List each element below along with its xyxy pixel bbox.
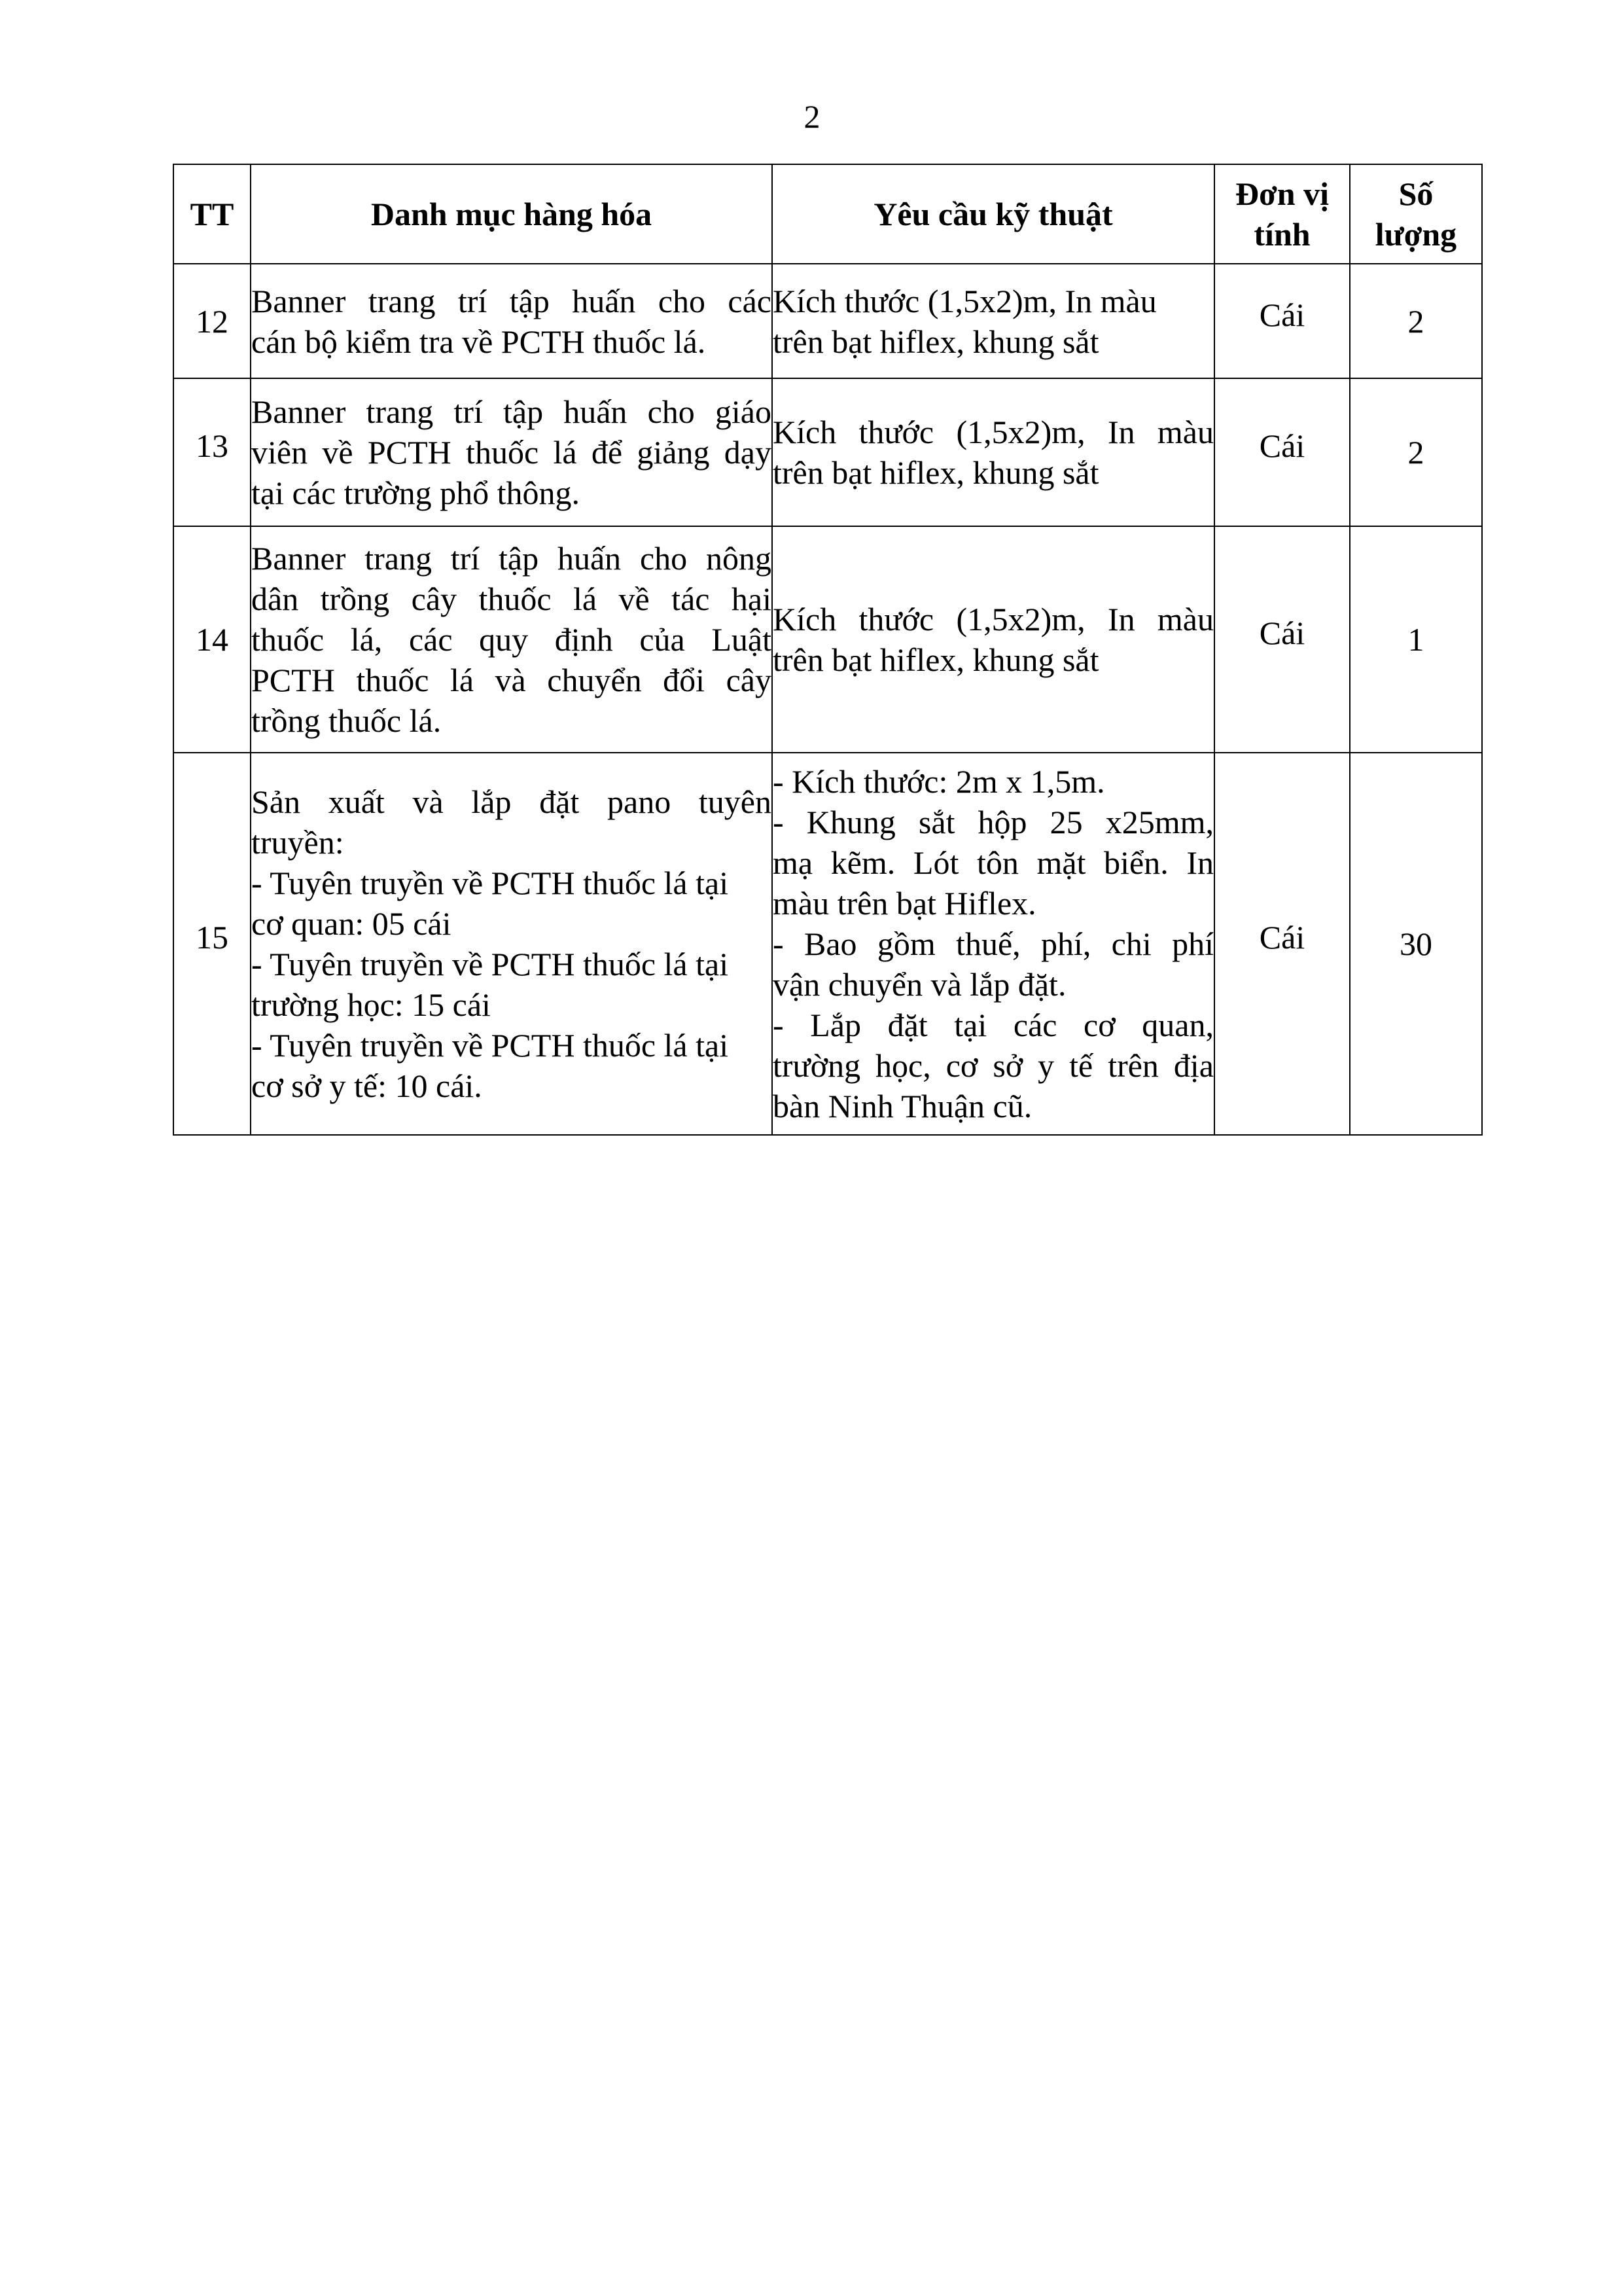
row-name-line: - Tuyên truyền về PCTH thuốc lá tại: [251, 946, 729, 982]
row-name-line: Banner trang trí tập huấn cho các: [251, 282, 771, 319]
row-spec-line: màu trên bạt Hiflex.: [773, 885, 1036, 922]
row-name-line: trồng thuốc lá.: [251, 702, 442, 739]
page-number: 2: [803, 98, 821, 135]
header-spec: Yêu cầu kỹ thuật: [772, 164, 1214, 264]
row-name-line: truyền:: [251, 824, 344, 861]
header-unit-line1: Đơn vị: [1235, 175, 1329, 212]
row-unit-text: Cái: [1259, 615, 1305, 651]
row-tt-text: 15: [196, 919, 228, 956]
row-name-line: thuốc lá, các quy định của Luật: [251, 621, 771, 658]
row-unit-text: Cái: [1259, 427, 1305, 464]
row-unit: [1214, 753, 1350, 1135]
row-qty: 2: [1350, 264, 1482, 378]
row-tt: [173, 378, 251, 526]
row-name-line: Banner trang trí tập huấn cho giáo: [251, 393, 771, 430]
table-row: [173, 378, 1482, 526]
row-tt: 14: [173, 526, 251, 753]
row-spec-line: Kích thước (1,5x2)m, In màu: [773, 601, 1214, 637]
row-spec-line: - Bao gồm thuế, phí, chi phí: [773, 925, 1214, 962]
header-unit: [1214, 164, 1350, 264]
row-name: [251, 378, 772, 526]
row-spec-line: bàn Ninh Thuận cũ.: [773, 1088, 1033, 1124]
row-spec-line: trên bạt hiflex, khung sắt: [773, 323, 1099, 360]
row-name-line: - Tuyên truyền về PCTH thuốc lá tại: [251, 865, 729, 901]
row-name-line: Sản xuất và lắp đặt pano tuyên: [251, 783, 771, 820]
row-spec-line: Kích thước (1,5x2)m, In màu: [773, 414, 1214, 450]
row-unit: [1214, 378, 1350, 526]
row-spec-line: mạ kẽm. Lót tôn mặt biển. In: [773, 844, 1214, 881]
row-name: [251, 264, 772, 378]
table-row: [173, 526, 1482, 753]
row-unit-text: Cái: [1259, 296, 1305, 333]
row-unit: [1214, 526, 1350, 753]
row-name-line: tại các trường phổ thông.: [251, 475, 580, 511]
row-spec-line: - Kích thước: 2m x 1,5m.: [773, 763, 1105, 800]
row-name-line: cơ sở y tế: 10 cái.: [251, 1067, 482, 1104]
goods-table: [173, 164, 1483, 1136]
row-name-line: cán bộ kiểm tra về PCTH thuốc lá.: [251, 323, 706, 360]
row-spec-line: trên bạt hiflex, khung sắt: [773, 641, 1099, 678]
row-name: [251, 753, 772, 1135]
header-name: Danh mục hàng hóa: [251, 164, 772, 264]
row-name-line: viên về PCTH thuốc lá để giảng dạy: [251, 434, 771, 471]
row-spec-line: Kích thước (1,5x2)m, In màu: [773, 282, 1157, 319]
row-spec-line: trên bạt hiflex, khung sắt: [773, 454, 1099, 491]
header-unit-line2: tính: [1254, 216, 1311, 253]
header-qty-line1: Số: [1398, 175, 1434, 212]
row-qty: 30: [1350, 753, 1482, 1135]
row-unit: [1214, 264, 1350, 378]
row-name: [251, 526, 772, 753]
row-spec: [772, 264, 1214, 378]
row-name-line: cơ quan: 05 cái: [251, 905, 451, 942]
row-spec-line: vận chuyển và lắp đặt.: [773, 966, 1067, 1003]
row-tt: 12: [173, 264, 251, 378]
row-name-line: dân trồng cây thuốc lá về tác hại: [251, 581, 771, 617]
row-spec: [772, 753, 1214, 1135]
row-qty: 1: [1350, 526, 1482, 753]
header-tt: TT: [173, 164, 251, 264]
header-qty-line2: lượng: [1375, 216, 1457, 253]
row-name-line: PCTH thuốc lá và chuyển đổi cây: [251, 662, 771, 698]
row-spec: [772, 526, 1214, 753]
row-unit-text: Cái: [1259, 919, 1305, 956]
table-header-row: [173, 164, 1482, 264]
row-spec-line: trường học, cơ sở y tế trên địa: [773, 1047, 1214, 1084]
row-spec: [772, 378, 1214, 526]
row-spec-line: - Lắp đặt tại các cơ quan,: [773, 1007, 1214, 1043]
header-qty: [1350, 164, 1482, 264]
table-row: [173, 753, 1482, 1135]
row-tt-text: 13: [196, 427, 228, 464]
row-name-line: - Tuyên truyền về PCTH thuốc lá tại: [251, 1027, 729, 1064]
row-spec-line: - Khung sắt hộp 25 x25mm,: [773, 804, 1214, 840]
row-qty: 2: [1350, 378, 1482, 526]
row-tt: [173, 753, 251, 1135]
row-name-line: Banner trang trí tập huấn cho nông: [251, 540, 771, 577]
row-name-line: trường học: 15 cái: [251, 986, 491, 1023]
table-row: [173, 264, 1482, 378]
